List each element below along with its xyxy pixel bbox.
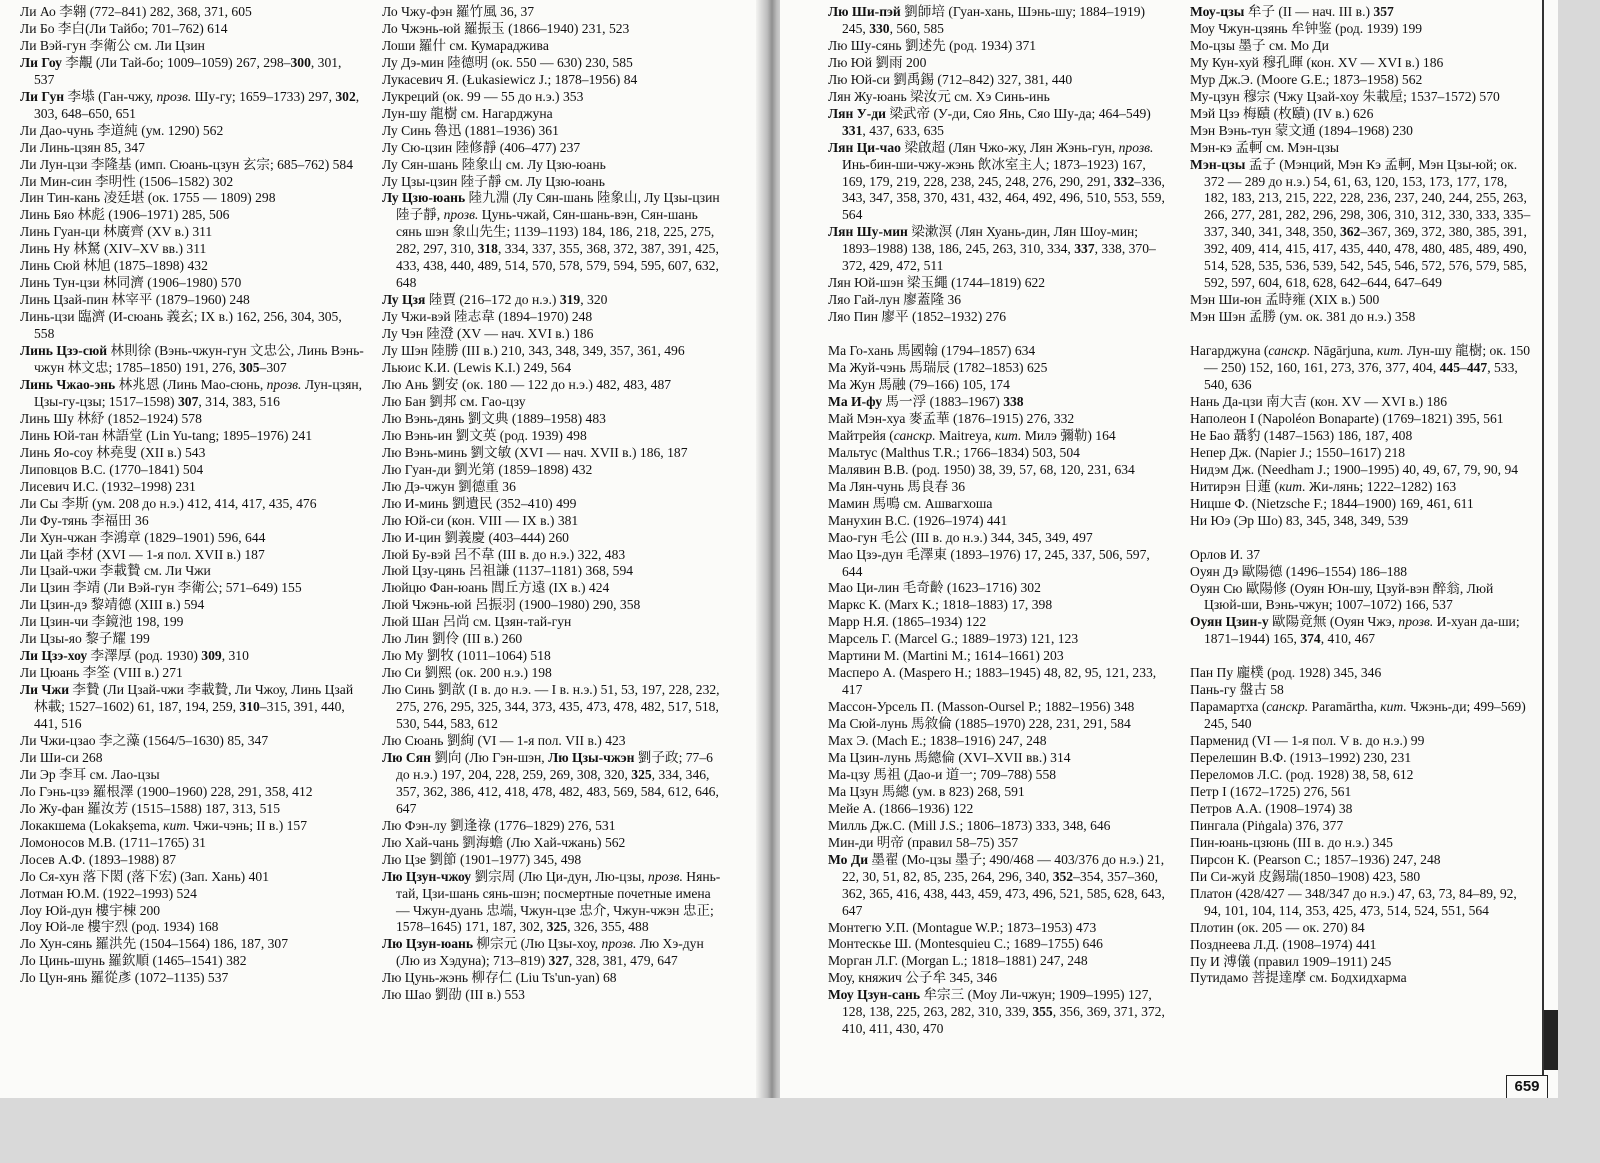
index-entry: Монтегю У.П. (Montague W.P.; 1873–1953) 473: [828, 919, 1097, 935]
index-entry: Ли Гун 李塨 (Ган-чжу, прозв. Шу-гу; 1659–1733) 297, 302, 303, 648–650, 651: [20, 88, 360, 121]
index-entry: Ли Фу-тянь 李福田 36: [20, 512, 149, 528]
index-entry: Люй Чжэнь-юй 呂振羽 (1900–1980) 290, 358: [382, 597, 641, 613]
entry-group-gap: [1190, 648, 1532, 665]
index-entry: Ницше Ф. (Nietzsche F.; 1844–1900) 169, 461, 611: [1190, 495, 1474, 511]
left-page: [0, 0, 764, 1098]
index-entry: Не Бао 聶豹 (1487–1563) 186, 187, 408: [1190, 427, 1413, 443]
index-entry: Моу-цзы 牟子 (II — нач. III в.) 357: [1190, 4, 1394, 19]
index-entry: Нитирэн 日蓮 (кит. Жи-лянь; 1222–1282) 163: [1190, 478, 1457, 494]
index-entry: Ли Бо 李白(Ли Тайбо; 701–762) 614: [20, 20, 228, 36]
entry-group-gap: [1190, 530, 1532, 547]
index-entry: Ма Лян-чунь 馬良春 36: [828, 478, 966, 494]
index-entry: Лю Цунь-жэнь 柳存仁 (Liu Ts'un-yan) 68: [382, 970, 617, 986]
index-entry: Ма Сюй-лунь 馬敘倫 (1885–1970) 228, 231, 291, 584: [828, 716, 1131, 732]
index-entry: Ли Ши-си 268: [20, 749, 103, 765]
index-entry: Лю Вэнь-ин 劉文英 (род. 1939) 498: [382, 427, 587, 443]
index-entry: Лю Бан 劉邦 см. Гао-цзу: [382, 393, 526, 409]
index-entry: Ло Хун-сянь 羅洪先 (1504–1564) 186, 187, 307: [20, 936, 289, 952]
index-entry: Ни Юэ (Эр Шо) 83, 345, 348, 349, 539: [1190, 512, 1409, 528]
index-entry: Морган Л.Г. (Morgan L.; 1818–1881) 247, 248: [828, 953, 1088, 969]
index-entry: Ли Цзы-яо 黎子耀 199: [20, 631, 150, 647]
index-entry: Моу Цзун-сань 牟宗三 (Моу Ли-чжун; 1909–1995) 127, 128, 138, 225, 263, 282, 310, 339, 355, 356, 369, 371, 372, 410, 411, 430, 470: [828, 987, 1165, 1037]
index-entry: Оуян Дэ 歐陽德 (1496–1554) 186–188: [1190, 563, 1408, 579]
index-entry: Ли Гоу 李覯 (Ли Тай-бо; 1009–1059) 267, 298–300, 301, 537: [20, 54, 342, 87]
index-entry: Ляо Гай-лун 廖蓋隆 36: [828, 292, 962, 308]
index-entry: Му-цзун 穆宗 (Чжу Цзай-хоу 朱載垕; 1537–1572) 570: [1190, 88, 1500, 104]
index-entry: Ло Цун-янь 羅從彥 (1072–1135) 537: [20, 970, 229, 986]
index-entry: Непер Дж. (Napier J.; 1550–1617) 218: [1190, 444, 1406, 460]
index-entry: Ма Цзин-лунь 馬總倫 (XVI–XVII вв.) 314: [828, 749, 1071, 765]
index-entry: Мур Дж.Э. (Moore G.E.; 1873–1958) 562: [1190, 71, 1423, 87]
index-entry: Ляо Пин 廖平 (1852–1932) 276: [828, 309, 1007, 325]
index-entry: Ма Го-хань 馬國翰 (1794–1857) 634: [828, 343, 1036, 359]
index-entry: Лю И-минь 劉遺民 (352–410) 499: [382, 495, 577, 511]
index-entry: Мэн-кэ 孟軻 см. Мэн-цзы: [1190, 139, 1340, 155]
index-entry: Ли Чжи 李贄 (Ли Цзай-чжи 李載贄, Ли Чжоу, Линь Цзай 林載; 1527–1602) 61, 187, 194, 259, 310–315, 391, 440, 441, 516: [20, 682, 354, 732]
index-entry: Петр I (1672–1725) 276, 561: [1190, 783, 1352, 799]
index-entry: Пань-гу 盤古 58: [1190, 682, 1284, 698]
index-entry: Линь Гуан-ци 林廣齊 (XV в.) 311: [20, 224, 213, 240]
index-entry: Лю Цзун-юань 柳宗元 (Лю Цзы-хоу, прозв. Лю Хэ-дун (Лю из Хэдуна); 713–819) 327, 328, 381, 479, 647: [382, 936, 704, 969]
index-entry: Ли Цзин-чи 李鏡池 198, 199: [20, 614, 184, 630]
index-entry: Ма Жуй-чэнь 馬瑞辰 (1782–1853) 625: [828, 360, 1048, 376]
index-entry: Лю Гуан-ди 劉光第 (1859–1898) 432: [382, 461, 593, 477]
index-entry: Ли Цюань 李筌 (VIII в.) 271: [20, 665, 183, 681]
index-column-1: [20, 4, 365, 987]
index-entry: Ло Ся-хун 落下閎 (落下宏) (Зап. Хань) 401: [20, 868, 269, 884]
index-entry: Пин-юань-цзюнь (III в. до н.э.) 345: [1190, 834, 1393, 850]
index-entry: Люй Шан 呂尚 см. Цзян-тай-гун: [382, 614, 572, 630]
index-entry: Лу Цзя 陸賈 (216–172 до н.э.) 319, 320: [382, 292, 608, 308]
index-entry: Парменид (VI — 1-я пол. V в. до н.э.) 99: [1190, 733, 1425, 749]
index-entry: Мао Ци-лин 毛奇齡 (1623–1716) 302: [828, 580, 1041, 596]
index-entry: Лю Шу-сянь 劉述先 (род. 1934) 371: [828, 37, 1037, 53]
index-entry: Лян У-ди 梁武帝 (У-ди, Сяо Янь, Сяо Шу-да; 464–549) 331, 437, 633, 635: [828, 105, 1151, 138]
index-entry: Мах Э. (Mach E.; 1838–1916) 247, 248: [828, 733, 1047, 749]
index-entry: Лу Цзю-юань 陸九淵 (Лу Сян-шань 陸象山, Лу Цзы-цзин 陸子靜, прозв. Цунь-чжай, Сян-шань-вэн, Сян-шань сянь шэн 象山先生; 1139–1193) 184, 186, 218, 225, 275, 282, 297, 310, 318, 334, 337, 355, 368, 372, 387, 391, 425, 433, 438, 440, 489, 514, 570, 578, 579, 594, 595, 607, 632, 648: [382, 190, 720, 291]
index-entry: Люй Бу-вэй 呂不韋 (III в. до н.э.) 322, 483: [382, 546, 626, 562]
index-entry: Лю Синь 劉歆 (I в. до н.э. — I в. н.э.) 51, 53, 197, 228, 232, 275, 276, 295, 325, 344, 373, 435, 473, 478, 482, 517, 518, 530, 544, 583, 612: [382, 682, 720, 732]
index-entry: Лю Вэнь-дянь 劉文典 (1889–1958) 483: [382, 410, 606, 426]
index-entry: Ли Цай 李材 (XVI — 1-я пол. XVII в.) 187: [20, 546, 265, 562]
index-entry: Лю Фэн-лу 劉逢祿 (1776–1829) 276, 531: [382, 817, 616, 833]
thumb-index-tab: [1544, 1010, 1558, 1070]
index-entry: Монтескье Ш. (Montesquieu C.; 1689–1755) 646: [828, 936, 1103, 952]
index-entry: Мэн Ши-юн 孟時雍 (XIX в.) 500: [1190, 292, 1380, 308]
index-entry: Лю Ши-пэй 劉師培 (Гуан-хань, Шэнь-шу; 1884–1919) 245, 330, 560, 585: [828, 4, 1146, 36]
index-entry: Линь Яо-соу 林堯叟 (XII в.) 543: [20, 444, 206, 460]
index-entry: Мейе А. (1866–1936) 122: [828, 800, 974, 816]
index-entry: Ло Жу-фан 羅汝芳 (1515–1588) 187, 313, 515: [20, 800, 280, 816]
index-entry: Лю Сюань 劉絢 (VI — 1-я пол. VII в.) 423: [382, 732, 626, 748]
index-entry: Оуян Цзин-у 歐陽竟無 (Оуян Чжэ, прозв. И-хуан да-ши; 1871–1944) 165, 374, 410, 467: [1190, 614, 1520, 647]
index-entry: Орлов И. 37: [1190, 546, 1261, 562]
index-entry: Майтрейя (санскр. Maitreya, кит. Милэ 彌勒) 164: [828, 427, 1116, 443]
index-entry: Линь Бяо 林彪 (1906–1971) 285, 506: [20, 207, 230, 223]
index-column-2: [382, 4, 726, 1004]
index-entry: Лоу Юй-ле 樓宇烈 (род. 1934) 168: [20, 919, 219, 935]
index-entry: Плотин (ок. 205 — ок. 270) 84: [1190, 919, 1365, 935]
index-entry: Ли Цзин-дэ 黎靖德 (XIII в.) 594: [20, 597, 205, 613]
index-entry: Путидамо 菩提達摩 см. Бодхидхарма: [1190, 970, 1407, 986]
index-entry: Нань Да-цзи 南大吉 (кон. XV — XVI в.) 186: [1190, 393, 1447, 409]
index-entry: Лю Хай-чань 劉海蟾 (Лю Хай-чжань) 562: [382, 834, 626, 850]
index-entry: Лу Сян-шань 陸象山 см. Лу Цзю-юань: [382, 156, 606, 172]
index-entry: Линь-цзи 臨濟 (И-сюань 義玄; IX в.) 162, 256, 304, 305, 558: [20, 309, 342, 342]
index-entry: Мальтус (Malthus T.R.; 1766–1834) 503, 504: [828, 444, 1080, 460]
index-entry: Малявин В.В. (род. 1950) 38, 39, 57, 68, 120, 231, 634: [828, 461, 1135, 477]
index-entry: Мартини М. (Martini M.; 1614–1661) 203: [828, 648, 1064, 664]
index-column-4: [1190, 4, 1532, 987]
index-entry: Льюис К.И. (Lewis K.I.) 249, 564: [382, 360, 572, 376]
index-entry: Лин Тин-кань 凌廷堪 (ок. 1755 — 1809) 298: [20, 190, 276, 206]
index-entry: Парамартха (санскр. Paramārtha, кит. Чжэнь-ди; 499–569) 245, 540: [1190, 699, 1526, 732]
index-entry: Массон-Урсель П. (Masson-Oursel P.; 1882–1956) 348: [828, 699, 1135, 715]
index-entry: Люйцю Фан-юань 閭丘方遠 (IX в.) 424: [382, 580, 610, 596]
index-entry: Лу Сю-цзин 陸修靜 (406–477) 237: [382, 139, 581, 155]
index-entry: Мао Цзэ-дун 毛澤東 (1893–1976) 17, 245, 337, 506, 597, 644: [828, 546, 1150, 579]
index-entry: Пирсон К. (Pearson C.; 1857–1936) 247, 248: [1190, 851, 1441, 867]
index-entry: Лун-шу 龍樹 см. Нагарджуна: [382, 105, 553, 121]
index-entry: Мэн-цзы 孟子 (Мэнций, Мэн Кэ 孟軻, Мэн Цзы-юй; ок. 372 — 289 до н.э.) 54, 61, 63, 120, 153, 173, 177, 178, 182, 183, 213, 215, 222, 228, 236, 237, 240, 244, 255, 263, 266, 277, 281, 282, 296, 298, 306, 310, 312, 330, 333, 335–337, 340, 341, 348, 350, 362–367, 369, 372, 380, 385, 391, 392, 409, 414, 415, 417, 435, 440, 478, 480, 485, 489, 490, 514, 528, 535, 536, 539, 542, 545, 546, 572, 576, 579, 585, 592, 597, 604, 618, 628, 642–644, 647–649: [1190, 156, 1531, 291]
index-entry: Перелешин В.Ф. (1913–1992) 230, 231: [1190, 750, 1412, 766]
index-entry: Ли Мин-син 李明性 (1506–1582) 302: [20, 173, 234, 189]
index-entry: Май Мэн-хуа 麥孟華 (1876–1915) 276, 332: [828, 410, 1075, 426]
index-entry: Лян Юй-шэн 梁玉繩 (1744–1819) 622: [828, 275, 1046, 291]
index-column-3: [828, 4, 1169, 1038]
index-entry: Лосев А.Ф. (1893–1988) 87: [20, 851, 177, 867]
entry-group-gap: [828, 326, 1169, 343]
index-entry: Масперо А. (Maspero H.; 1883–1945) 48, 82, 95, 121, 233, 417: [828, 665, 1157, 698]
index-entry: Лу Шэн 陸勝 (III в.) 210, 343, 348, 349, 357, 361, 496: [382, 343, 685, 359]
index-entry: Лю Цзун-чжоу 劉宗周 (Лю Ци-дун, Лю-цзы, прозв. Нянь-тай, Цзи-шань сянь-шэн; посмертные почетные имена — Чжун-дуань 忠端, Чжун-цзе 忠介, Чжун-чжэн 忠正; 1578–1645) 171, 187, 302, 325, 326, 355, 488: [382, 868, 721, 935]
index-entry: Лу Чэн 陸澄 (XV — нач. XVI в.) 186: [382, 326, 594, 342]
index-entry: Нидэм Дж. (Needham J.; 1900–1995) 40, 49, 67, 79, 90, 94: [1190, 461, 1519, 477]
index-entry: Ли Хун-чжан 李鴻章 (1829–1901) 596, 644: [20, 529, 266, 545]
index-entry: Пу И 溥儀 (правил 1909–1911) 245: [1190, 953, 1392, 969]
index-entry: Лу Синь 魯迅 (1881–1936) 361: [382, 122, 559, 138]
index-entry: Милль Дж.С. (Mill J.S.; 1806–1873) 333, 348, 646: [828, 817, 1111, 833]
thumb-index-rule: [1542, 0, 1544, 1075]
index-entry: Лотман Ю.М. (1922–1993) 524: [20, 885, 197, 901]
index-entry: Линь Цзэ-сюй 林則徐 (Вэнь-чжун-гун 文忠公, Линь Вэнь-чжун 林文忠; 1785–1850) 191, 276, 305–307: [20, 343, 364, 376]
index-entry: Лю Сян 劉向 (Лю Гэн-шэн, Лю Цзы-чжэн 劉子政; 77–6 до н.э.) 197, 204, 228, 259, 269, 308, 320, 325, 334, 346, 357, 362, 386, 412, 418, 478, 482, 483, 569, 584, 612, 646, 647: [382, 749, 719, 816]
index-entry: Ма Цзун 馬總 (ум. в 823) 268, 591: [828, 783, 1025, 799]
index-entry: Ло Чжэнь-юй 羅振玉 (1866–1940) 231, 523: [382, 20, 630, 36]
index-entry: Лоши 羅什 см. Кумарадживa: [382, 37, 549, 53]
index-entry: Мин-ди 明帝 (правил 58–75) 357: [828, 834, 1019, 850]
index-entry: Ломоносов М.В. (1711–1765) 31: [20, 834, 206, 850]
index-entry: Манухин В.С. (1926–1974) 441: [828, 512, 1008, 528]
index-entry: Мэй Цзэ 梅賾 (枚賾) (IV в.) 626: [1190, 105, 1374, 121]
index-entry: Лю Вэнь-минь 劉文敏 (XVI — нач. XVII в.) 186, 187: [382, 444, 688, 460]
index-entry: Лю Си 劉熙 (ок. 200 н.э.) 198: [382, 665, 552, 681]
index-entry: Липовцов В.С. (1770–1841) 504: [20, 461, 204, 477]
index-entry: Лю Шао 劉劭 (III в.) 553: [382, 987, 525, 1003]
index-entry: Лян Ци-чао 梁啟超 (Лян Чжо-жу, Лян Жэнь-гун, прозв. Инь-бин-ши-чжу-жэнь 飲冰室主人; 1873–1923) 167, 169, 179, 219, 228, 238, 245, 248, 276, 290, 291, 332–336, 343, 347, 358, 370, 431, 432, 464, 492, 496, 510, 553, 559, 564: [828, 139, 1165, 223]
index-entry: Лукасевич Я. (Łukasiewicz J.; 1878–1956) 84: [382, 71, 638, 87]
index-entry: Ли Ао 李翱 (772–841) 282, 368, 371, 605: [20, 4, 252, 19]
right-page: [780, 0, 1558, 1098]
index-entry: Линь Сюй 林旭 (1875–1898) 432: [20, 258, 208, 274]
index-entry: Позднеева Л.Д. (1908–1974) 441: [1190, 936, 1377, 952]
index-entry: Наполеон I (Napoléon Bonaparte) (1769–1821) 395, 561: [1190, 410, 1504, 426]
index-entry: Лю Юй 劉雨 200: [828, 54, 927, 70]
index-entry: Мамин 馬鳴 см. Ашвагхоша: [828, 495, 993, 511]
index-entry: Лю Цзе 劉節 (1901–1977) 345, 498: [382, 851, 582, 867]
index-entry: Ма И-фу 馬一浮 (1883–1967) 338: [828, 393, 1024, 409]
index-entry: Му Кун-хуй 穆孔暉 (кон. XV — XVI в.) 186: [1190, 54, 1444, 70]
index-entry: Ли Чжи-цзао 李之藻 (1564/5–1630) 85, 347: [20, 732, 269, 748]
index-entry: Лю Лин 劉伶 (III в.) 260: [382, 631, 523, 647]
index-entry: Линь Шу 林紓 (1852–1924) 578: [20, 410, 202, 426]
index-entry: Лю И-цин 劉義慶 (403–444) 260: [382, 529, 569, 545]
index-entry: Мо-цзы 墨子 см. Мо Ди: [1190, 37, 1329, 53]
index-entry: Лю Му 劉牧 (1011–1064) 518: [382, 648, 551, 664]
index-entry: Линь Тун-цзи 林同濟 (1906–1980) 570: [20, 275, 242, 291]
index-entry: Лоу Юй-дун 樓宇棟 200: [20, 902, 161, 918]
index-entry: Ли Вэй-гун 李衛公 см. Ли Цзин: [20, 37, 205, 53]
index-entry: Марр Н.Я. (1865–1934) 122: [828, 614, 987, 630]
index-entry: Линь Ну 林駑 (XIV–XV вв.) 311: [20, 241, 207, 257]
index-entry: Лю Юй-си (кон. VIII — IX в.) 381: [382, 512, 579, 528]
index-entry: Мао-гун 毛公 (III в. до н.э.) 344, 345, 349, 497: [828, 529, 1093, 545]
index-entry: Марсель Г. (Marcel G.; 1889–1973) 121, 123: [828, 631, 1079, 647]
index-entry: Люй Цзу-цянь 呂祖謙 (1137–1181) 368, 594: [382, 563, 634, 579]
index-entry: Линь Цзай-пин 林宰平 (1879–1960) 248: [20, 292, 250, 308]
index-entry: Мэн Вэнь-тун 蒙文通 (1894–1968) 230: [1190, 122, 1413, 138]
index-entry: Пи Си-жуй 皮錫瑞(1850–1908) 423, 580: [1190, 868, 1421, 884]
index-entry: Ли Цзай-чжи 李載贄 см. Ли Чжи: [20, 563, 211, 579]
index-entry: Ло Чжу-фэн 羅竹風 36, 37: [382, 4, 535, 19]
index-entry: Лу Цзы-цзин 陸子靜 см. Лу Цзю-юань: [382, 173, 605, 189]
index-entry: Линь Чжао-энь 林兆恩 (Линь Мао-сюнь, прозв. Лун-цзян, Цзы-гу-цзы; 1517–1598) 307, 314, 383, 516: [20, 376, 363, 409]
index-entry: Лисевич И.С. (1932–1998) 231: [20, 478, 196, 494]
entry-group-gap: [1190, 326, 1532, 343]
index-entry: Петров А.А. (1908–1974) 38: [1190, 800, 1353, 816]
index-entry: Лян Жу-юань 梁汝元 см. Хэ Синь-инь: [828, 88, 1050, 104]
index-entry: Маркс К. (Marx K.; 1818–1883) 17, 398: [828, 597, 1053, 613]
index-entry: Мэн Шэн 孟勝 (ум. ок. 381 до н.э.) 358: [1190, 309, 1416, 325]
index-entry: Ма Жун 馬融 (79–166) 105, 174: [828, 377, 1010, 393]
index-entry: Нагарджуна (санскр. Nāgārjuna, кит. Лун-шу 龍樹; ок. 150 — 250) 152, 160, 161, 273, 376, 377, 404, 445–447, 533, 540, 636: [1190, 343, 1531, 393]
index-entry: Лю Юй-си 劉禹錫 (712–842) 327, 381, 440: [828, 71, 1073, 87]
index-entry: Переломов Л.С. (род. 1928) 38, 58, 612: [1190, 767, 1414, 783]
index-entry: Мо Ди 墨翟 (Мо-цзы 墨子; 490/468 — 403/376 до н.э.) 21, 22, 30, 51, 82, 85, 235, 264, 296, 340, 352–354, 357–360, 362, 365, 416, 438, 443, 459, 473, 496, 521, 585, 628, 643, 647: [828, 851, 1165, 918]
index-entry: Лу Дэ-мин 陸德明 (ок. 550 — 630) 230, 585: [382, 54, 633, 70]
index-entry: Пингала (Piṅgala) 376, 377: [1190, 817, 1344, 833]
index-entry: Моу, княжич 公子牟 345, 346: [828, 970, 998, 986]
index-entry: Лю Дэ-чжун 劉德重 36: [382, 478, 516, 494]
index-entry: Ли Лун-цзи 李隆基 (имп. Сюань-цзун 玄宗; 685–762) 584: [20, 156, 354, 172]
index-entry: Оуян Сю 歐陽修 (Оуян Юн-шу, Цзуй-вэн 醉翁, Люй Цзюй-ши, Вэнь-чжун; 1007–1072) 166, 537: [1190, 580, 1494, 613]
index-entry: Ло Цинь-шунь 羅欽順 (1465–1541) 382: [20, 953, 247, 969]
index-entry: Ли Цзэ-хоу 李澤厚 (род. 1930) 309, 310: [20, 648, 249, 664]
index-entry: Лю Ань 劉安 (ок. 180 — 122 до н.э.) 482, 483, 487: [382, 376, 672, 392]
index-entry: Лу Чжи-вэй 陸志韋 (1894–1970) 248: [382, 309, 593, 325]
index-entry: Ли Цзин 李靖 (Ли Вэй-гун 李衛公; 571–649) 155: [20, 580, 302, 596]
index-entry: Лян Шу-мин 梁漱溟 (Лян Хуань-дин, Лян Шоу-мин; 1893–1988) 138, 186, 245, 263, 310, 334, 337, 338, 370–372, 429, 472, 511: [828, 224, 1156, 274]
index-entry: Ма-цзу 馬祖 (Дао-и 道一; 709–788) 558: [828, 766, 1057, 782]
index-entry: Ло Гэнь-цзэ 羅根澤 (1900–1960) 228, 291, 358, 412: [20, 783, 313, 799]
page-number: 659: [1506, 1075, 1548, 1098]
index-entry: Ли Эр 李耳 см. Лао-цзы: [20, 766, 160, 782]
index-entry: Платон (428/427 — 348/347 до н.э.) 47, 63, 73, 84–89, 92, 94, 101, 104, 114, 353, 425, 473, 514, 524, 551, 564: [1190, 885, 1517, 918]
index-entry: Моу Чжун-цзянь 牟钟鉴 (род. 1939) 199: [1190, 20, 1423, 36]
index-entry: Пан Пу 龐樸 (род. 1928) 345, 346: [1190, 665, 1382, 681]
index-entry: Ли Линь-цзян 85, 347: [20, 139, 145, 155]
index-entry: Линь Юй-тан 林語堂 (Lin Yu-tang; 1895–1976) 241: [20, 427, 313, 443]
index-entry: Ли Дао-чунь 李道純 (ум. 1290) 562: [20, 122, 224, 138]
index-entry: Ли Сы 李斯 (ум. 208 до н.э.) 412, 414, 417, 435, 476: [20, 495, 317, 511]
index-entry: Локакшема (Lokakṣema, кит. Чжи-чэнь; II в.) 157: [20, 817, 308, 833]
index-entry: Лукреций (ок. 99 — 55 до н.э.) 353: [382, 88, 584, 104]
